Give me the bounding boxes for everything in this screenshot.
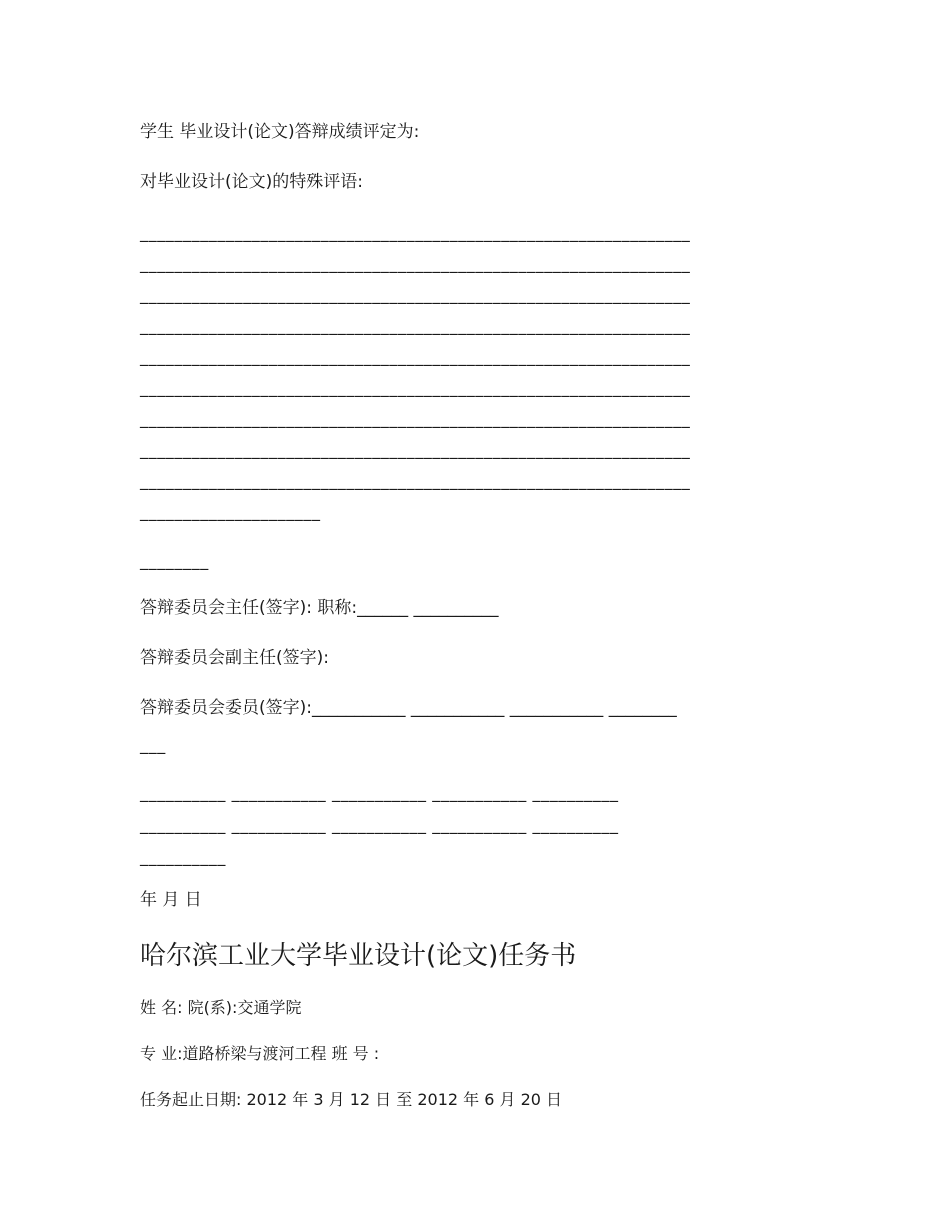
committee-vice-chair-signature: 答辩委员会副主任(签字): xyxy=(140,648,329,668)
committee-member-signature: 答辩委员会委员(签字):___________ ___________ ___________ ________ xyxy=(140,698,677,718)
comment-blank-line: ________________________________________________________________ xyxy=(140,254,691,273)
student-name-line: 姓 名: 院(系):交通学院 xyxy=(140,998,302,1017)
signature-blank-line: __________ ___________ ___________ ___________ __________ xyxy=(140,783,619,802)
comment-blank-line: _____________________ xyxy=(140,502,321,521)
comment-blank-line: ________________________________________________________________ xyxy=(140,471,691,490)
comment-blank-line: ________________________________________________________________ xyxy=(140,378,691,397)
signature-blank-line: __________ ___________ ___________ ___________ __________ xyxy=(140,815,619,834)
special-comment-label: 对毕业设计(论文)的特殊评语: xyxy=(140,172,363,192)
signature-blank-line: __________ xyxy=(140,847,226,866)
comment-blank-line: ________________________________________________________________ xyxy=(140,316,691,335)
grade-statement: 学生 毕业设计(论文)答辩成绩评定为: xyxy=(140,122,420,142)
committee-chair-signature: 答辩委员会主任(签字): 职称:______ __________ xyxy=(140,598,499,618)
date-line: 年 月 日 xyxy=(140,890,202,910)
comment-blank-line: ________________________________________________________________ xyxy=(140,347,691,366)
comment-blank-line: ________________________________________________________________ xyxy=(140,440,691,459)
comment-blank-line: ________________________________________________________________ xyxy=(140,285,691,304)
task-book-title: 哈尔滨工业大学毕业设计(论文)任务书 xyxy=(140,941,577,971)
comment-blank-line: ________________________________________________________________ xyxy=(140,409,691,428)
major-class-line: 专 业:道路桥梁与渡河工程 班 号 : xyxy=(140,1044,380,1063)
short-blank-line: ________ xyxy=(140,551,209,570)
comment-blank-line: ________________________________________________________________ xyxy=(140,223,691,242)
task-date-range-line: 任务起止日期: 2012 年 3 月 12 日 至 2012 年 6 月 20 日 xyxy=(140,1090,563,1109)
committee-member-signature-cont: ___ xyxy=(140,735,166,754)
